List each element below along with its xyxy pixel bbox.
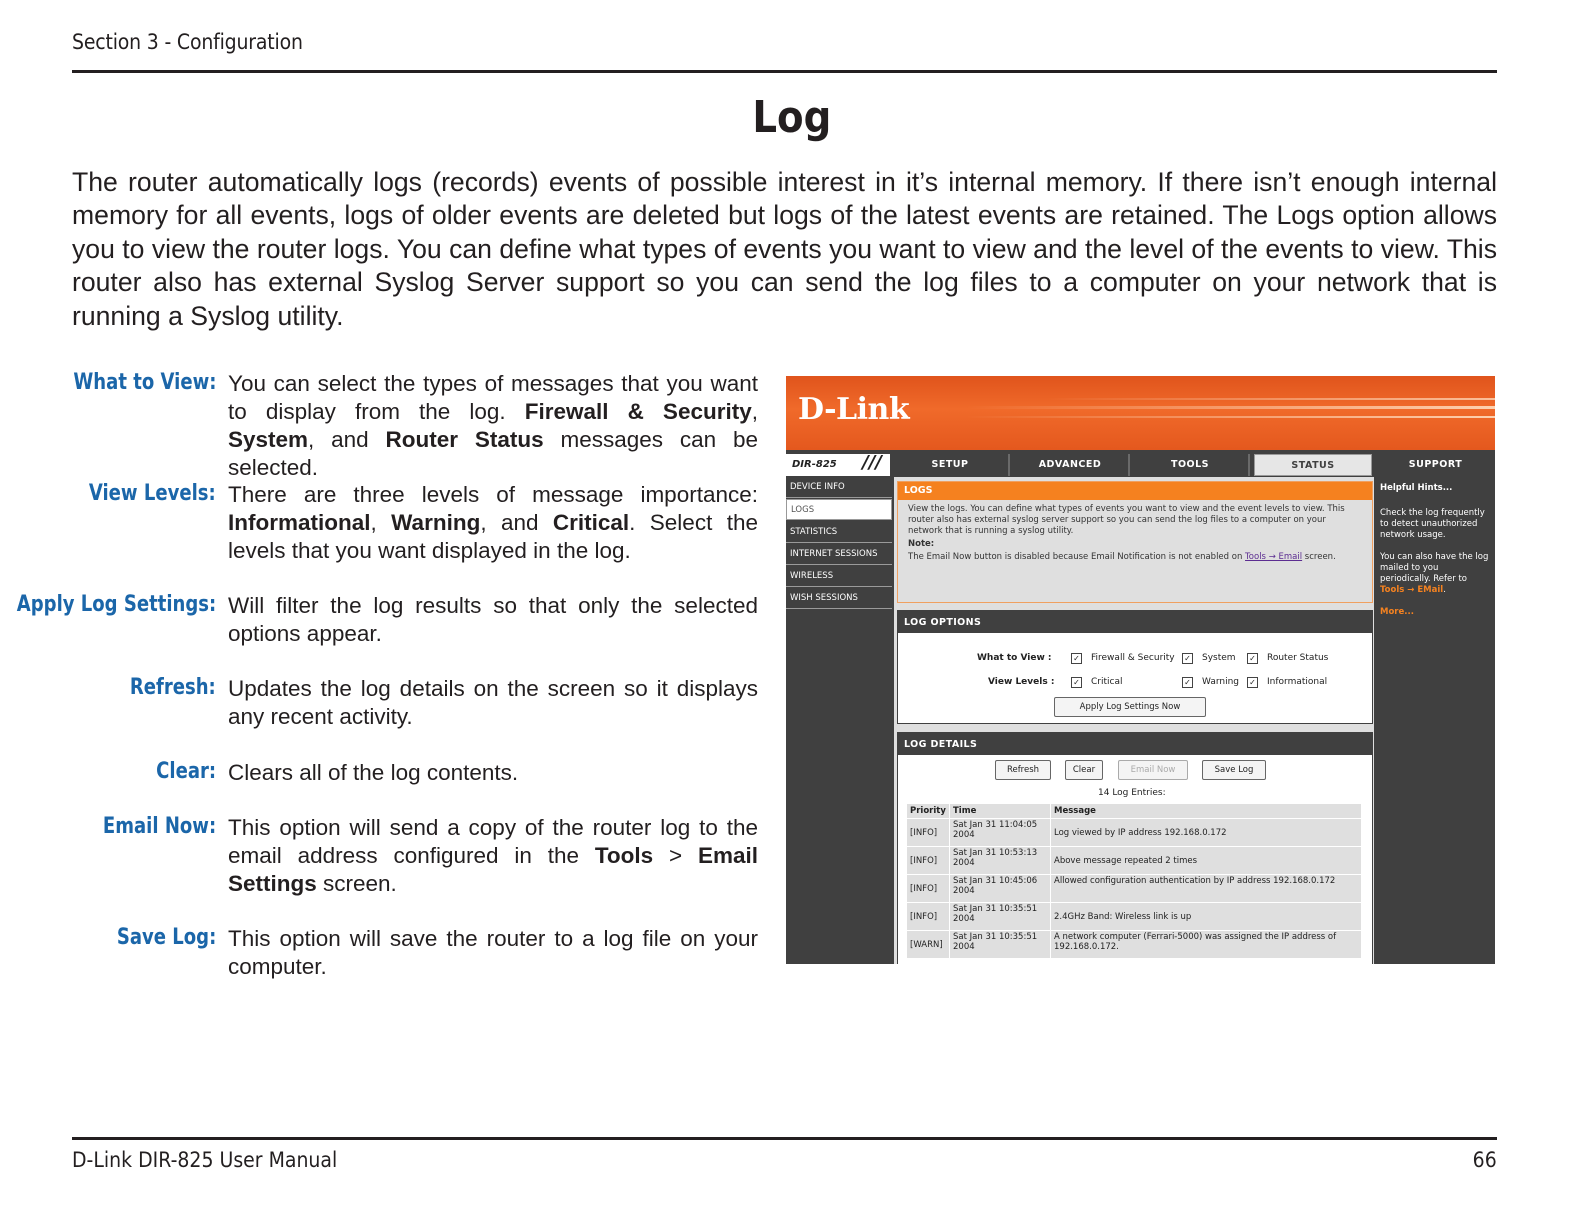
logs-box-title: LOGS — [898, 482, 1372, 500]
logs-box-text: View the logs. You can define what types of events you want to view and the event levels to view. This router also has external syslog server support so you can send the log files to a computer on your network that is running a syslog utility. — [908, 504, 1345, 536]
table-header-row — [907, 804, 1362, 819]
what-to-view-label: What to View : — [977, 653, 1052, 663]
note-label: Note: — [908, 539, 935, 549]
footer-rule — [72, 1137, 1497, 1140]
banner-streak — [966, 406, 1495, 409]
router-screenshot — [786, 376, 1495, 964]
description: You can select the types of messages that you want to display from the log. Firewall & Security, System, and Router Status messages can be selected. — [228, 371, 759, 480]
priority-cell: [INFO] — [907, 847, 950, 875]
page-number: 66 — [1472, 1148, 1497, 1172]
description: Will filter the log results so that only the selected options appear. — [228, 593, 758, 646]
message-cell: Above message repeated 2 times — [1051, 847, 1362, 875]
term: Save Log: — [116, 925, 216, 950]
firewall-security-checkbox[interactable]: ✓ — [1071, 653, 1082, 664]
description: Updates the log details on the screen so it displays any recent activity. — [228, 676, 758, 729]
critical-label: Critical — [1091, 677, 1123, 687]
column-header: Priority — [907, 804, 950, 819]
sidebar-item-internet-sessions[interactable]: INTERNET SESSIONS — [786, 544, 892, 565]
logs-info-box — [897, 481, 1373, 603]
banner-streak — [1046, 398, 1495, 400]
save-log-button[interactable]: Save Log — [1202, 760, 1266, 780]
priority-cell: [WARN] — [907, 931, 950, 959]
tools-email-link[interactable]: Tools → Email — [1245, 552, 1303, 562]
table-row — [907, 875, 1362, 903]
refresh-button[interactable]: Refresh — [995, 760, 1051, 780]
tab-support[interactable]: SUPPORT — [1376, 454, 1495, 476]
log-options-title: LOG OPTIONS — [898, 611, 1372, 633]
time-cell: Sat Jan 31 10:35:51 2004 — [950, 903, 1051, 931]
term: Apply Log Settings: — [16, 592, 216, 617]
column-header: Message — [1051, 804, 1362, 819]
log-options-panel — [897, 610, 1373, 724]
log-entries-count: 14 Log Entries: — [1098, 788, 1166, 798]
sidebar — [786, 477, 892, 964]
term: View Levels: — [89, 481, 216, 506]
informational-label: Informational — [1267, 677, 1328, 687]
sidebar-item-wireless[interactable]: WIRELESS — [786, 566, 892, 587]
table-row — [907, 819, 1362, 847]
clear-button[interactable]: Clear — [1065, 760, 1103, 780]
description: This option will save the router to a log file on your computer. — [228, 926, 758, 979]
section-header: Section 3 - Configuration — [72, 30, 303, 54]
message-cell: Allowed configuration authentication by IP address 192.168.0.172 — [1051, 875, 1362, 903]
tab-setup[interactable]: SETUP — [892, 454, 1010, 476]
sidebar-item-logs[interactable]: LOGS — [786, 499, 892, 520]
tools-email-hint-link[interactable]: Tools → EMail — [1380, 585, 1444, 595]
sidebar-item-wish-sessions[interactable]: WISH SESSIONS — [786, 588, 892, 609]
time-cell: Sat Jan 31 10:53:13 2004 — [950, 847, 1051, 875]
term: Clear: — [156, 759, 216, 784]
description: Clears all of the log contents. — [228, 760, 519, 785]
warning-label: Warning — [1202, 677, 1240, 687]
message-cell: 2.4GHz Band: Wireless link is up — [1051, 903, 1362, 931]
router-status-checkbox[interactable]: ✓ — [1247, 653, 1258, 664]
sidebar-item-statistics[interactable]: STATISTICS — [786, 522, 892, 543]
column-header: Time — [950, 804, 1051, 819]
log-table — [906, 803, 1362, 959]
tab-advanced[interactable]: ADVANCED — [1012, 454, 1130, 476]
table-row — [907, 847, 1362, 875]
priority-cell: [INFO] — [907, 819, 950, 847]
router-status-label: Router Status — [1267, 653, 1329, 663]
tab-status[interactable]: STATUS — [1254, 454, 1372, 476]
time-cell: Sat Jan 31 10:35:51 2004 — [950, 931, 1051, 959]
logs-box-body — [898, 500, 1372, 567]
informational-checkbox[interactable]: ✓ — [1247, 677, 1258, 688]
priority-cell: [INFO] — [907, 903, 950, 931]
term: Refresh: — [130, 675, 216, 700]
header-rule — [72, 70, 1497, 73]
page-title — [0, 92, 1584, 143]
tab-tools[interactable]: TOOLS — [1132, 454, 1250, 476]
hint-text: Check the log frequently to detect unauthorized network usage. — [1380, 508, 1485, 540]
time-cell: Sat Jan 31 10:45:06 2004 — [950, 875, 1051, 903]
main-content — [894, 477, 1374, 964]
intro-paragraph: The router automatically logs (records) events of possible interest in it’s internal memory. If there isn’t enough internal memory for all events, logs of older events are deleted but logs of the latest events are retained. The Logs option allows you to view the router logs. You can define what types of events you want to view and the level of the events to view. This router also has external Syslog Server support so you can send the log files to a computer on your network that is running a Syslog utility. — [72, 167, 1497, 331]
model-label: DIR-825 /// — [786, 454, 890, 476]
priority-cell: [INFO] — [907, 875, 950, 903]
email-now-button[interactable]: Email Now — [1118, 760, 1188, 780]
description: There are three levels of message importance: Informational, Warning, and Critical. Select the levels that you want displayed in the log. — [228, 482, 758, 563]
log-details-panel — [897, 732, 1373, 964]
helpful-hints — [1376, 477, 1495, 964]
term: Email Now: — [102, 814, 216, 839]
banner-streak — [966, 416, 1495, 418]
view-levels-label: View Levels : — [988, 677, 1055, 687]
note-text: The Email Now button is disabled because Email Notification is not enabled on Tools → Email screen. — [908, 552, 1336, 562]
firewall-security-label: Firewall & Security — [1091, 653, 1175, 663]
warning-checkbox[interactable]: ✓ — [1182, 677, 1193, 688]
term: What to View: — [72, 370, 216, 395]
table-row — [907, 903, 1362, 931]
time-cell: Sat Jan 31 11:04:05 2004 — [950, 819, 1051, 847]
system-label: System — [1202, 653, 1236, 663]
page-title-text: Log — [752, 92, 832, 143]
dlink-banner — [786, 376, 1495, 450]
more-link[interactable]: More... — [1380, 607, 1414, 617]
critical-checkbox[interactable]: ✓ — [1071, 677, 1082, 688]
message-cell: Log viewed by IP address 192.168.0.172 — [1051, 819, 1362, 847]
apply-log-settings-button[interactable]: Apply Log Settings Now — [1054, 697, 1206, 717]
log-details-title: LOG DETAILS — [898, 733, 1372, 755]
footer-manual-title: D-Link DIR-825 User Manual — [72, 1148, 338, 1172]
hints-title: Helpful Hints... — [1380, 483, 1453, 493]
description: This option will send a copy of the router log to the email address configured in the Tools > Email Settings screen. — [228, 815, 758, 896]
message-cell: A network computer (Ferrari-5000) was assigned the IP address of 192.168.0.172. — [1051, 931, 1362, 959]
dlink-logo: D-Link — [798, 392, 910, 427]
table-row — [907, 931, 1362, 959]
system-checkbox[interactable]: ✓ — [1182, 653, 1193, 664]
sidebar-item-device-info[interactable]: DEVICE INFO — [786, 477, 892, 498]
hint-text: You can also have the log mailed to you periodically. Refer to Tools → EMail. — [1380, 552, 1489, 595]
